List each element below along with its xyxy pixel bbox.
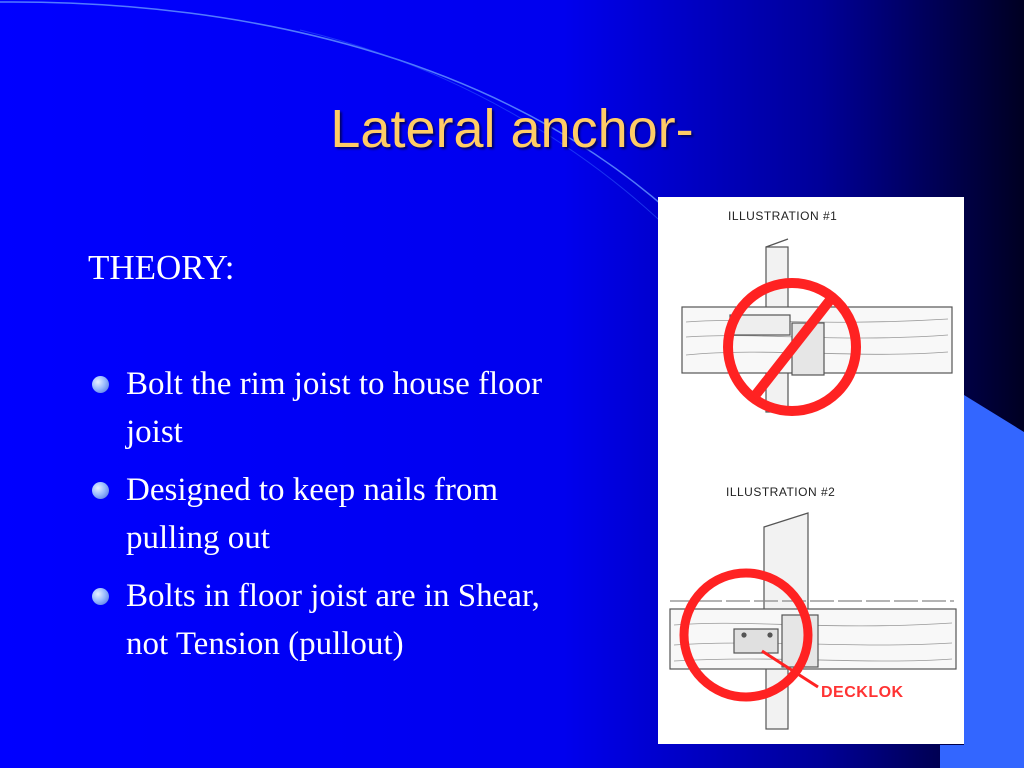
illustration-2-drawing — [670, 513, 956, 729]
bullet-list — [90, 360, 560, 678]
illustration-2-label: ILLUSTRATION #2 — [726, 485, 836, 499]
illustration-figure — [658, 197, 964, 744]
theory-heading: THEORY: — [88, 248, 235, 287]
bullet-item — [90, 360, 560, 456]
bullet-dot-icon — [92, 376, 109, 393]
bullet-text: Designed to keep nails from pulling out — [126, 472, 499, 556]
bullet-item — [90, 572, 560, 668]
illustration-1-label: ILLUSTRATION #1 — [728, 209, 838, 223]
illustration-1-drawing — [682, 239, 952, 412]
bullet-text: Bolt the rim joist to house floor joist — [126, 366, 543, 450]
bullet-dot-icon — [92, 482, 109, 499]
slide-title: Lateral anchor- — [330, 99, 694, 159]
bullet-text: Bolts in floor joist are in Shear, not Tension (pullout) — [126, 578, 540, 662]
bullet-dot-icon — [92, 588, 109, 605]
decklok-callout: DECKLOK — [821, 684, 904, 701]
illustration-drawing — [658, 197, 964, 744]
bullet-item — [90, 466, 560, 562]
